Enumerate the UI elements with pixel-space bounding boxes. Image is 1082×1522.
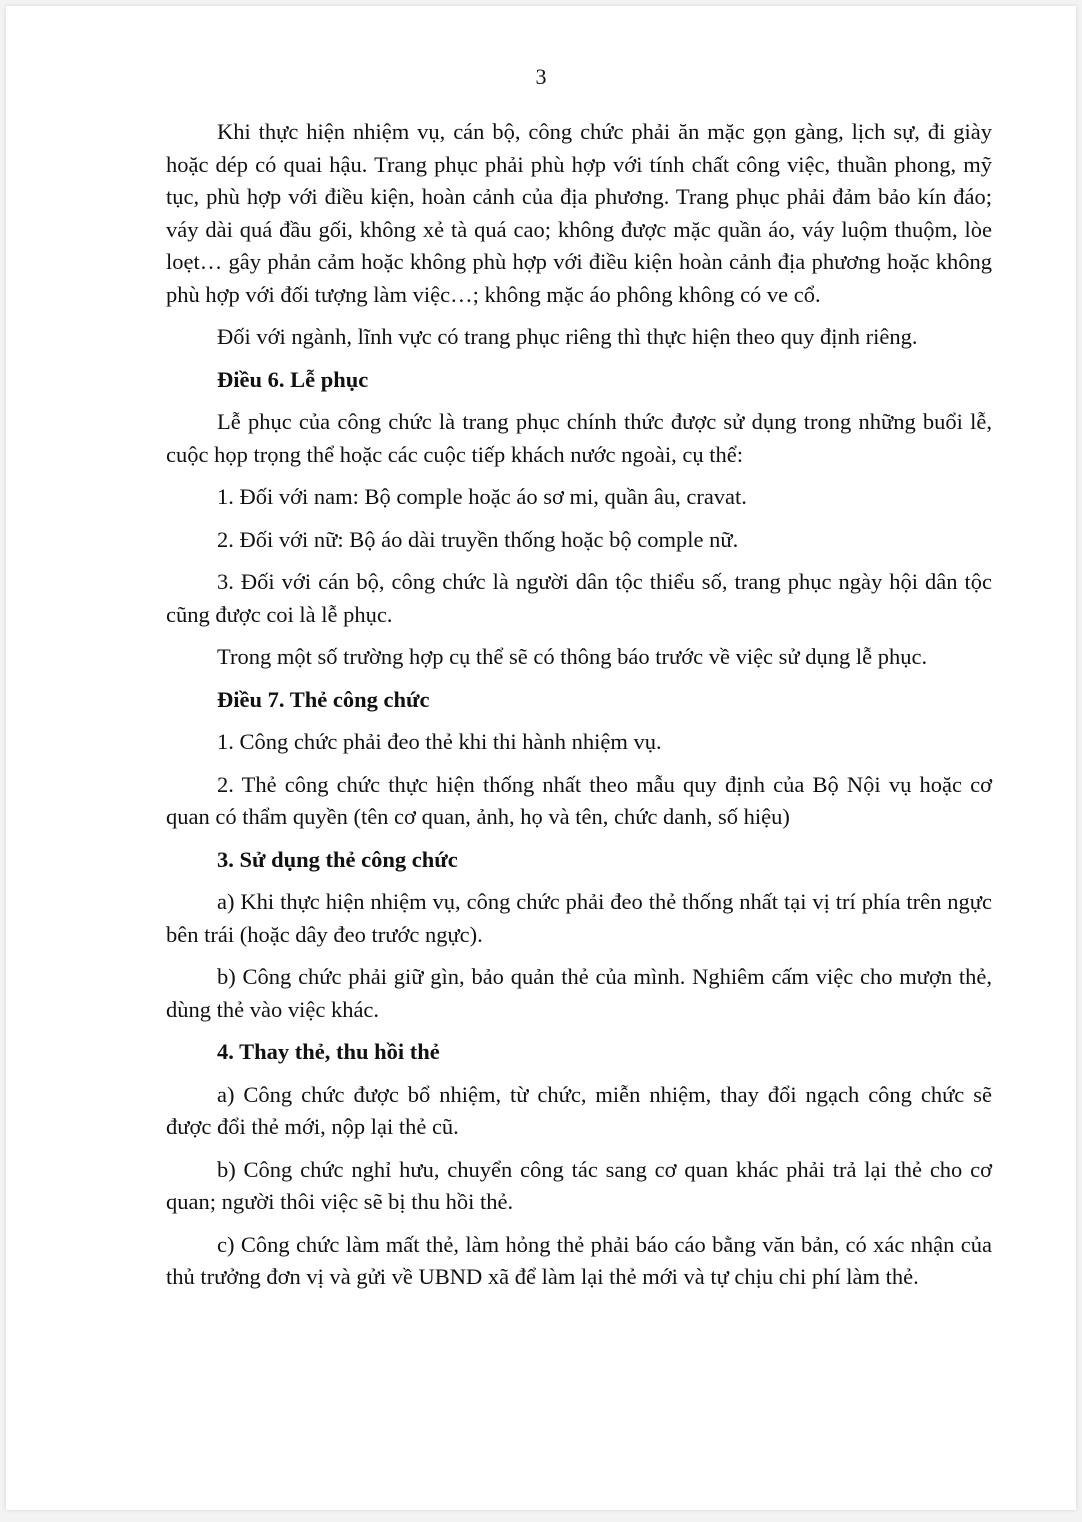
paragraph-formal-attire-notice: Trong một số trường hợp cụ thể sẽ có thông báo trước về việc sử dụng lễ phục. <box>217 644 928 669</box>
paragraph-special-attire: Đối với ngành, lĩnh vực có trang phục riêng thì thực hiện theo quy định riêng. <box>217 324 918 349</box>
heading-article-6: Điều 6. Lễ phục <box>217 366 369 392</box>
paragraph-card-usage-b: b) Công chức phải giữ gìn, bảo quản thẻ của mình. Nghiêm cấm việc cho mượn thẻ, dùng thẻ vào việc khác. <box>166 964 992 1022</box>
paragraph-card-replacement-b: b) Công chức nghỉ hưu, chuyển công tác sang cơ quan khác phải trả lại thẻ cho cơ quan; người thôi việc sẽ bị thu hồi thẻ. <box>166 1156 992 1214</box>
page-number: 3 <box>535 64 547 89</box>
paragraph-card-wear: 1. Công chức phải đeo thẻ khi thi hành nhiệm vụ. <box>217 729 662 754</box>
paragraph-card-template: 2. Thẻ công chức thực hiện thống nhất theo mẫu quy định của Bộ Nội vụ hoặc cơ quan có thẩm quyền (tên cơ quan, ảnh, họ và tên, chức danh, số hiệu) <box>166 771 992 829</box>
document-page <box>6 6 1076 1510</box>
heading-article-7: Điều 7. Thẻ công chức <box>217 686 430 712</box>
paragraph-card-usage-a: a) Khi thực hiện nhiệm vụ, công chức phải đeo thẻ thống nhất tại vị trí phía trên ngực bên trái (hoặc dây đeo trước ngực). <box>166 889 992 947</box>
heading-card-replacement: 4. Thay thẻ, thu hồi thẻ <box>217 1039 440 1064</box>
paragraph-card-replacement-c: c) Công chức làm mất thẻ, làm hỏng thẻ phải báo cáo bằng văn bản, có xác nhận của thủ trưởng đơn vị và gửi về UBND xã để làm lại thẻ mới và tự chịu chi phí làm thẻ. <box>166 1231 992 1289</box>
paragraph-formal-attire-women: 2. Đối với nữ: Bộ áo dài truyền thống hoặc bộ comple nữ. <box>217 526 739 552</box>
paragraph-attire-rules: Khi thực hiện nhiệm vụ, cán bộ, công chức phải ăn mặc gọn gàng, lịch sự, đi giày hoặc dép có quai hậu. Trang phục phải phù hợp với tính chất công việc, thuần phong, mỹ tục, phù hợp với điều kiện, hoàn cảnh của địa phương. Trang phục phải đảm bảo kín đáo; váy dài quá đầu gối, không xẻ tà quá cao; không được mặc quần áo, váy luộm thuộm, lòe loẹt… gây phản cảm hoặc không phù hợp với điều kiện hoàn cảnh địa phương hoặc không phù hợp với đối tượng làm việc…; không mặc áo phông không có ve cổ. <box>166 119 992 307</box>
paragraph-formal-attire-intro: Lễ phục của công chức là trang phục chính thức được sử dụng trong những buổi lễ, cuộc họp trọng thể hoặc các cuộc tiếp khách nước ngoài, cụ thể: <box>166 409 992 467</box>
paragraph-formal-attire-men: 1. Đối với nam: Bộ comple hoặc áo sơ mi, quần âu, cravat. <box>217 484 747 509</box>
paragraph-formal-attire-ethnic: 3. Đối với cán bộ, công chức là người dân tộc thiểu số, trang phục ngày hội dân tộc cũng được coi là lễ phục. <box>166 569 992 627</box>
paragraph-card-replacement-a: a) Công chức được bổ nhiệm, từ chức, miễn nhiệm, thay đổi ngạch công chức sẽ được đổi thẻ mới, nộp lại thẻ cũ. <box>166 1081 992 1139</box>
heading-card-usage: 3. Sử dụng thẻ công chức <box>217 846 458 872</box>
